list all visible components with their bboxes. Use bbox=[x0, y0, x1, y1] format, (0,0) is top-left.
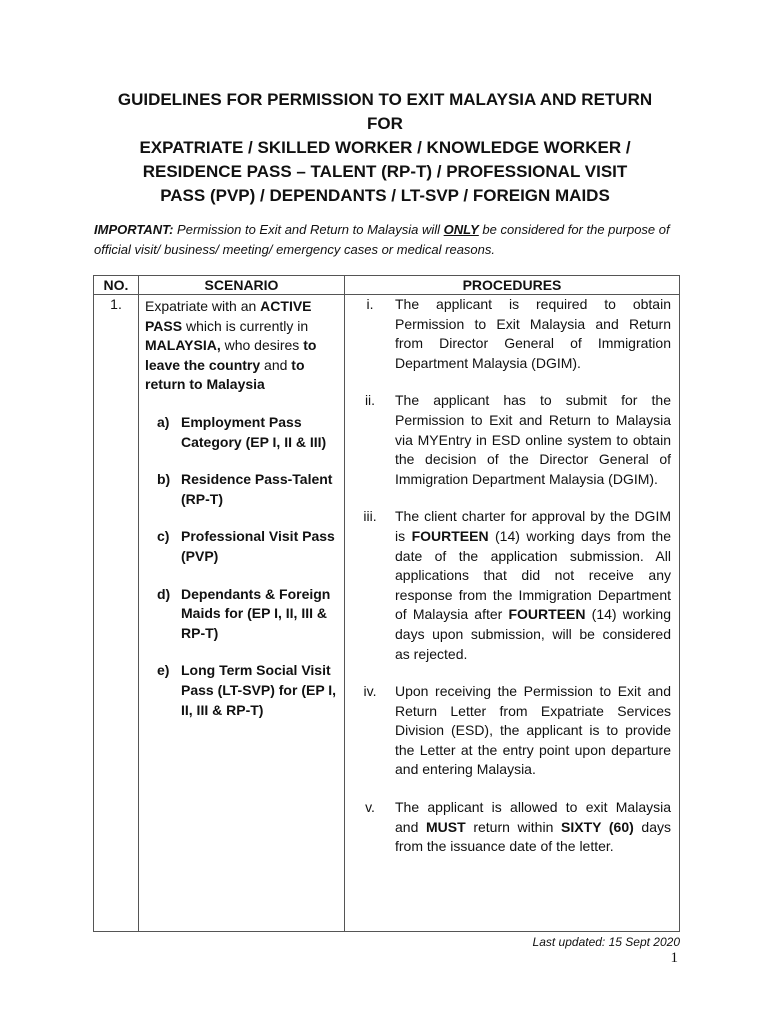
title-line: FOR bbox=[367, 114, 403, 133]
option-text: Employment Pass Category (EP I, II & III) bbox=[181, 413, 327, 450]
procedure-number: i. bbox=[366, 296, 374, 312]
title-line: PASS (PVP) / DEPENDANTS / LT-SVP / FOREIGN MAIDS bbox=[160, 186, 610, 205]
scenario-text: who desires bbox=[220, 337, 304, 354]
option-letter: a) bbox=[157, 413, 170, 430]
scenario-text: and bbox=[260, 356, 292, 373]
last-updated: Last updated: 15 Sept 2020 bbox=[532, 935, 680, 949]
procedure-item bbox=[345, 682, 671, 780]
important-text: be considered for the purpose of official visit/ business/ meeting/ emergency cases or medical reasons. bbox=[94, 222, 670, 257]
title-line: RESIDENCE PASS – TALENT (RP-T) / PROFESSIONAL VISIT bbox=[142, 162, 628, 181]
scenario-bold: ACTIVE PASS bbox=[145, 298, 312, 334]
document-title bbox=[60, 88, 710, 208]
scenario-option bbox=[139, 413, 344, 452]
procedure-number: ii. bbox=[364, 392, 376, 409]
row-number: 1. bbox=[94, 295, 139, 932]
procedure-text-part: (14) working days from the date of the application submission. All applications that did not receive any response from the Immigration Department of Malaysia after bbox=[395, 527, 671, 623]
header-scenario: SCENARIO bbox=[139, 276, 345, 295]
option-letter: d) bbox=[157, 585, 171, 602]
procedure-item bbox=[345, 391, 671, 489]
table-row bbox=[94, 295, 680, 932]
option-text: Residence Pass-Talent (RP-T) bbox=[181, 471, 333, 507]
procedure-text-part: days from the issuance date of the letter. bbox=[395, 818, 671, 855]
table-header-row bbox=[94, 276, 680, 295]
procedures-cell bbox=[345, 295, 680, 932]
procedure-bold: FOURTEEN bbox=[411, 527, 489, 544]
header-procedures: PROCEDURES bbox=[345, 276, 680, 295]
scenario-text: which is currently in bbox=[182, 317, 309, 334]
scenario-description bbox=[139, 295, 344, 395]
title-line: GUIDELINES FOR PERMISSION TO EXIT MALAYSIA AND RETURN bbox=[117, 90, 653, 109]
option-text: Dependants & Foreign Maids for (EP I, II, III & RP-T) bbox=[181, 585, 331, 641]
procedure-list bbox=[345, 295, 679, 857]
option-text: Professional Visit Pass (PVP) bbox=[181, 528, 335, 564]
important-emphasis: ONLY bbox=[443, 222, 479, 237]
title-line: EXPATRIATE / SKILLED WORKER / KNOWLEDGE WORKER / bbox=[139, 138, 631, 157]
scenario-option bbox=[139, 470, 344, 509]
procedure-number: v. bbox=[365, 799, 375, 816]
option-letter: e) bbox=[157, 662, 170, 679]
page-number: 1 bbox=[670, 950, 678, 966]
option-text: Long Term Social Visit Pass (LT-SVP) for (EP I, II, III & RP-T) bbox=[181, 662, 337, 718]
procedure-text-part: The client charter for approval by the DGIM is bbox=[395, 508, 671, 544]
procedure-text bbox=[395, 507, 671, 664]
procedure-item bbox=[345, 507, 671, 664]
procedure-text-part: (14) working days upon submission, will be considered as rejected. bbox=[395, 606, 671, 662]
important-label: IMPORTANT: bbox=[94, 222, 174, 237]
procedure-bold: SIXTY (60) bbox=[561, 818, 634, 835]
scenario-bold: to leave the country bbox=[145, 337, 317, 373]
important-text: Permission to Exit and Return to Malaysia will bbox=[173, 222, 444, 237]
procedure-number: iii. bbox=[363, 508, 377, 525]
procedure-text: Upon receiving the Permission to Exit and Return Letter from Expatriate Services Division (ESD), the applicant is to provide the Letter at the entry point upon departure and entering Malaysia. bbox=[395, 683, 671, 778]
procedure-bold: FOURTEEN bbox=[508, 606, 586, 623]
procedure-text: The applicant is required to obtain Permission to Exit Malaysia and Return from Director General of Immigration Department Malaysia (DGIM). bbox=[395, 296, 671, 371]
scenario-option bbox=[139, 527, 344, 566]
scenario-bold: MALAYSIA, bbox=[145, 337, 221, 354]
procedure-item bbox=[345, 295, 671, 373]
scenario-cell bbox=[139, 295, 345, 932]
procedure-item bbox=[345, 798, 671, 857]
procedure-text bbox=[395, 798, 671, 857]
header-no: NO. bbox=[94, 276, 139, 295]
procedure-text-part: The applicant is allowed to exit Malaysia and bbox=[395, 799, 671, 835]
procedures-table bbox=[93, 275, 680, 932]
option-letter: c) bbox=[157, 528, 170, 545]
important-notice bbox=[94, 220, 694, 260]
procedure-bold: MUST bbox=[426, 818, 466, 835]
procedure-number: iv. bbox=[363, 683, 377, 700]
scenario-option bbox=[139, 661, 344, 720]
scenario-bold: to return to Malaysia bbox=[145, 356, 305, 393]
scenario-text: Expatriate with an bbox=[145, 298, 261, 314]
procedure-text: The applicant has to submit for the Permission to Exit and Return to Malaysia via MYEntry in ESD online system to obtain the decision of the Director General of Immigration Department Malaysia (DGIM). bbox=[395, 392, 671, 487]
procedure-text-part: return within bbox=[465, 818, 562, 835]
option-letter: b) bbox=[157, 471, 171, 488]
scenario-option bbox=[139, 585, 344, 644]
